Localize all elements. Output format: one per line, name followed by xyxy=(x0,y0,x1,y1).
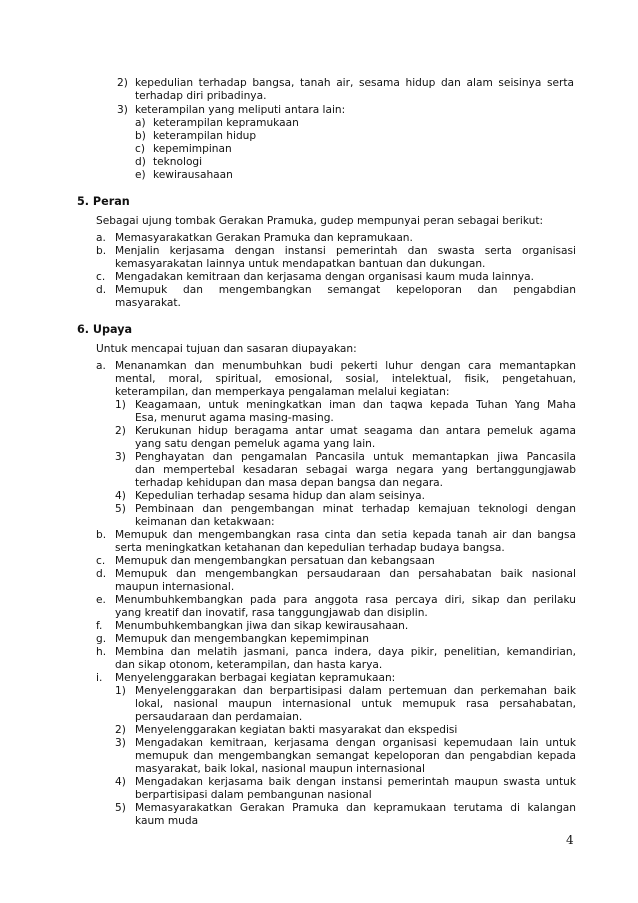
list-marker: e) xyxy=(135,169,146,181)
text-line: Penghayatan dan pengamalan Pancasila untuk memantapkan jiwa Pancasila xyxy=(135,451,576,463)
text-line: Memupuk dan mengembangkan rasa cinta dan setia kepada tanah air dan bangsa xyxy=(115,529,576,541)
text-line: Membina dan melatih jasmani, panca indera, daya pikir, penelitian, kemandirian, xyxy=(115,646,576,658)
text-line: kemasyarakatan lainnya untuk mendapatkan bantuan dan dukungan. xyxy=(115,258,486,270)
text-line: keterampilan, dan memperkaya pengalaman melalui kegiatan: xyxy=(115,386,450,398)
list-marker: e. xyxy=(96,594,106,606)
list-marker: d) xyxy=(135,156,146,168)
text-line: Pembinaan dan pengembangan minat terhadap kemajuan teknologi dengan xyxy=(135,503,576,515)
text-line: dan mempertebal kesadaran sebagai warga negara yang bertanggungjawab xyxy=(135,464,576,476)
list-marker: 2) xyxy=(117,77,128,89)
text-line: yang kreatif dan inovatif, rasa tanggungjawab dan disiplin. xyxy=(115,607,428,619)
text-line: kaum muda xyxy=(135,815,199,827)
text-line: terhadap diri pribadinya. xyxy=(135,90,267,102)
text-line: Menyelenggarakan dan berpartisipasi dalam pertemuan dan perkemahan baik xyxy=(135,685,576,697)
list-marker: c. xyxy=(96,271,106,283)
text-line: persaudaraan dan perdamaian. xyxy=(135,711,303,723)
text-line: kewirausahaan xyxy=(153,169,233,181)
text-line: Kepedulian terhadap sesama hidup dan alam seisinya. xyxy=(135,490,426,502)
list-marker: 2) xyxy=(115,724,126,736)
list-marker: h. xyxy=(96,646,107,658)
text-line: masyarakat. xyxy=(115,297,181,309)
text-line: keterampilan yang meliputi antara lain: xyxy=(135,104,346,116)
text-line: kepemimpinan xyxy=(153,143,232,155)
text-line: Mengadakan kerjasama baik dengan instansi pemerintah maupun swasta untuk xyxy=(135,776,576,788)
list-marker: a) xyxy=(135,117,146,129)
list-marker: d. xyxy=(96,568,107,580)
list-marker: 3) xyxy=(115,737,126,749)
section-heading: 6. Upaya xyxy=(77,323,133,336)
text-line: Menyelenggarakan berbagai kegiatan kepramukaan: xyxy=(115,672,396,684)
text-line: Menanamkan dan menumbuhkan budi pekerti luhur dengan cara memantapkan xyxy=(115,360,576,372)
list-marker: b. xyxy=(96,529,107,541)
text-line: Memasyarakatkan Gerakan Pramuka dan kepramukaan terutama di kalangan xyxy=(135,802,576,814)
list-marker: 5) xyxy=(115,503,126,515)
text-line: kepedulian terhadap bangsa, tanah air, sesama hidup dan alam seisinya serta xyxy=(135,77,574,89)
text-line: Kerukunan hidup beragama antar umat seagama dan antara pemeluk agama xyxy=(135,425,576,437)
list-marker: b. xyxy=(96,245,107,257)
text-line: Memupuk dan mengembangkan semangat kepeloporan dan pengabdian xyxy=(115,284,576,296)
text-line: Untuk mencapai tujuan dan sasaran diupayakan: xyxy=(96,343,357,355)
text-line: maupun internasional. xyxy=(115,581,235,593)
text-line: Memupuk dan mengembangkan persatuan dan kebangsaan xyxy=(115,555,435,567)
section-heading: 5. Peran xyxy=(77,195,130,208)
list-marker: 3) xyxy=(115,451,126,463)
text-line: Esa, menurut agama masing-masing. xyxy=(135,412,334,424)
text-line: Menjalin kerjasama dengan instansi pemerintah dan swasta serta organisasi xyxy=(115,245,576,257)
list-marker: 4) xyxy=(115,776,126,788)
text-line: teknologi xyxy=(153,156,203,168)
text-line: dan sikap otonom, keterampilan, dan hasta karya. xyxy=(115,659,383,671)
list-marker: c. xyxy=(96,555,106,567)
list-marker: 1) xyxy=(115,685,126,697)
text-line: terhadap kehidupan dan masa depan bangsa dan negara. xyxy=(135,477,444,489)
text-line: Menumbuhkembangkan jiwa dan sikap kewirausahaan. xyxy=(115,620,409,632)
list-marker: 5) xyxy=(115,802,126,814)
text-line: lokal, nasional maupun internasional untuk memupuk rasa persahabatan, xyxy=(135,698,576,710)
text-line: Mengadakan kemitraan dan kerjasama dengan organisasi kaum muda lainnya. xyxy=(115,271,535,283)
list-marker: g. xyxy=(96,633,107,645)
list-marker: a. xyxy=(96,232,106,244)
text-line: Menyelenggarakan kegiatan bakti masyarakat dan ekspedisi xyxy=(135,724,458,736)
text-line: keterampilan hidup xyxy=(153,130,257,142)
list-marker: f. xyxy=(96,620,103,632)
text-line: mental, moral, spiritual, emosional, sosial, intelektual, fisik, pengetahuan, xyxy=(115,373,576,385)
page-number: 4 xyxy=(566,833,574,847)
list-marker: d. xyxy=(96,284,107,296)
text-line: memupuk dan mengembangkan semangat kepeloporan dan pengabdian kepada xyxy=(135,750,576,762)
text-line: yang satu dengan pemeluk agama yang lain. xyxy=(135,438,376,450)
list-marker: 2) xyxy=(115,425,126,437)
list-marker: 1) xyxy=(115,399,126,411)
text-line: berpartisipasi dalam pembangunan nasional xyxy=(135,789,372,801)
list-marker: i. xyxy=(96,672,103,684)
text-line: masyarakat, baik lokal, nasional maupun internasional xyxy=(135,763,425,775)
text-line: Sebagai ujung tombak Gerakan Pramuka, gudep mempunyai peran sebagai berikut: xyxy=(96,215,544,227)
text-line: keterampilan kepramukaan xyxy=(153,117,299,129)
text-line: Keagamaan, untuk meningkatkan iman dan taqwa kepada Tuhan Yang Maha xyxy=(135,399,576,411)
list-marker: 3) xyxy=(117,104,128,116)
text-line: Memupuk dan mengembangkan kepemimpinan xyxy=(115,633,369,645)
text-line: Memasyarakatkan Gerakan Pramuka dan kepramukaan. xyxy=(115,232,413,244)
list-marker: 4) xyxy=(115,490,126,502)
list-marker: b) xyxy=(135,130,146,142)
text-line: Memupuk dan mengembangkan persaudaraan dan persahabatan baik nasional xyxy=(115,568,576,580)
text-line: serta meningkatkan ketahanan dan kepedulian terhadap budaya bangsa. xyxy=(115,542,505,554)
list-marker: c) xyxy=(135,143,145,155)
text-line: Mengadakan kemitraan, kerjasama dengan organisasi kepemudaan lain untuk xyxy=(135,737,576,749)
text-line: keimanan dan ketakwaan: xyxy=(135,516,275,528)
text-line: Menumbuhkembangkan pada para anggota rasa percaya diri, sikap dan perilaku xyxy=(115,594,576,606)
list-marker: a. xyxy=(96,360,106,372)
